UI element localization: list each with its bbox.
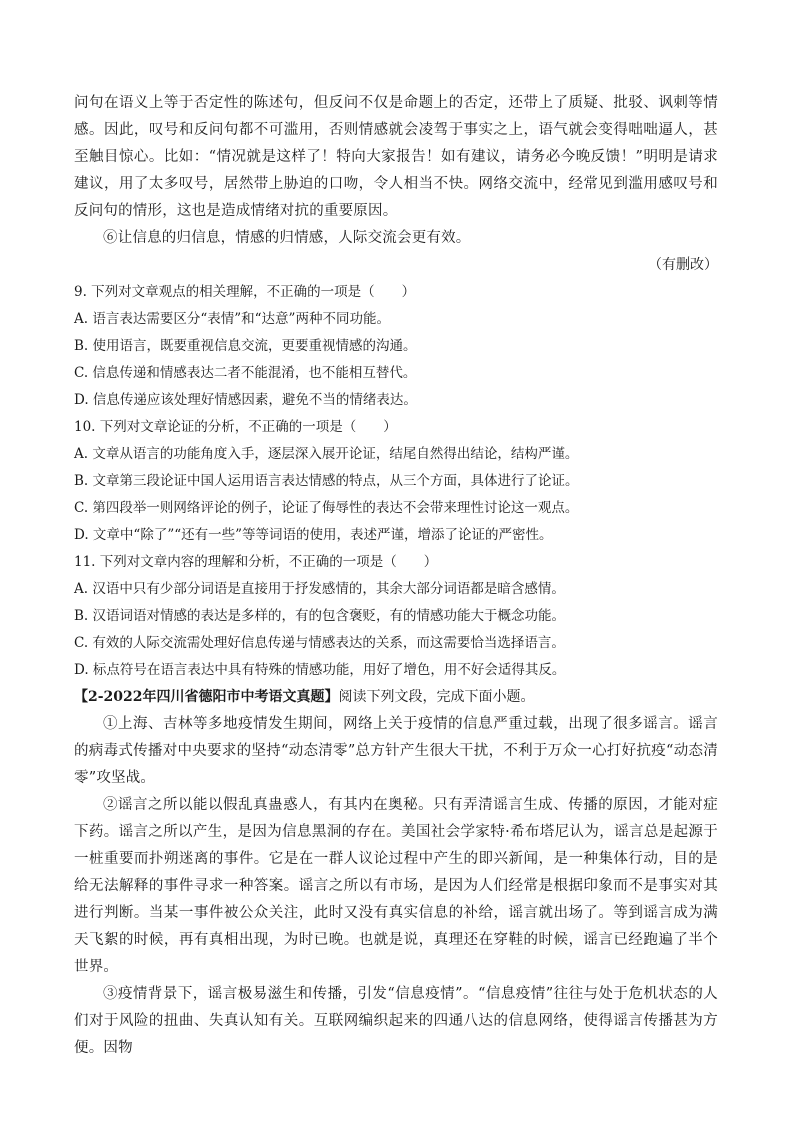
passage2-paragraph-2: ②谣言之所以能以假乱真蛊惑人，有其内在奥秘。只有弄清谣言生成、传播的原因，才能对症下药。谣言之所以产生，是因为信息黑洞的存在。美国社会学家特·希布塔尼认为，谣言总是起源于一桩重要而扑朔迷离的事件。它是在一群人议论过程中产生的即兴新闻，是一种集体行动，目的是给无法解释的事件寻求一种答案。谣言之所以有市场，是因为人们经常是根据印象而不是事实对其进行判断。当某一事件被公众关注，此时又没有真实信息的补给，谣言就出场了。等到谣言成为满天飞絮的时候，再有真相出现，为时已晚。也就是说，真理还在穿鞋的时候，谣言已经跑遍了半个世界。 [74, 797, 718, 975]
option-b: B. 汉语词语对情感的表达是多样的，有的包含褒贬，有的情感功能大于概念功能。 [74, 608, 566, 624]
source-note: （有删改） [648, 257, 718, 273]
question-10 [74, 414, 718, 549]
option-a: A. 汉语中只有少部分词语是直接用于抒发感情的，其余大部分词语都是暗含感情。 [74, 581, 565, 597]
option-b: B. 使用语言，既要重视信息交流，更要重视情感的沟通。 [74, 338, 417, 354]
question-stem: 10. 下列对文章论证的分析，不正确的一项是（ ） [74, 419, 397, 435]
option-d: D. 标点符号在语言表达中具有特殊的情感功能，用好了增色，用不好会适得其反。 [74, 662, 566, 678]
option-a: A. 语言表达需要区分“表情”和“达意”两种不同功能。 [74, 311, 390, 327]
passage-paragraph-continued: 问句在语义上等于否定性的陈述句，但反问不仅是命题上的否定，还带上了质疑、批驳、讽刺等情感。因此，叹号和反问句都不可滥用，否则情感就会凌驾于事实之上，语气就会变得咄咄逼人，甚至触目惊心。比如：“情况就是这样了！特向大家报告！如有建议，请务必今晚反馈！”明明是请求建议，用了太多叹号，居然带上胁迫的口吻，令人相当不快。网络交流中，经常见到滥用感叹号和反问句的情形，这也是造成情绪对抗的重要原因。 [74, 95, 718, 219]
question-stem: 11. 下列对文章内容的理解和分析，不正确的一项是（ ） [74, 554, 438, 570]
section-instruction: 阅读下列文段，完成下面小题。 [338, 689, 535, 705]
passage-paragraph-6: ⑥让信息的归信息，情感的归情感，人际交流会更有效。 [103, 230, 471, 246]
option-c: C. 第四段举一则网络评论的例子，论证了侮辱性的表达不会带来理性讨论这一观点。 [74, 500, 579, 516]
option-d: D. 文章中“除了”“还有一些”等等词语的使用，表述严谨，增添了论证的严密性。 [74, 527, 553, 543]
option-c: C. 有效的人际交流需处理好信息传递与情感表达的关系，而这需要恰当选择语言。 [74, 635, 565, 651]
option-a: A. 文章从语言的功能角度入手，逐层深入展开论证，结尾自然得出结论，结构严谨。 [74, 446, 579, 462]
section-source-title: 【2-2022年四川省德阳市中考语文真题】 [74, 689, 339, 705]
question-9 [74, 279, 718, 414]
document-body [74, 90, 718, 1062]
option-d: D. 信息传递应该处理好情感因素，避免不当的情绪表达。 [74, 392, 417, 408]
passage2-paragraph-3: ③疫情背景下，谣言极易滋生和传播，引发“信息疫情”。“信息疫情”往往与处于危机状态的人们对于风险的扭曲、失真认知有关。互联网编织起来的四通八达的信息网络，使得谣言传播甚为方便。因物 [74, 986, 718, 1056]
section-heading [74, 684, 718, 711]
passage2-paragraph-1: ①上海、吉林等多地疫情发生期间，网络上关于疫情的信息严重过载，出现了很多谣言。谣言的病毒式传播对中央要求的坚持“动态清零”总方针产生很大干扰，不利于万众一心打好抗疫“动态清零”攻坚战。 [74, 716, 718, 786]
question-11 [74, 549, 718, 684]
option-c: C. 信息传递和情感表达二者不能混淆，也不能相互替代。 [74, 365, 417, 381]
option-b: B. 文章第三段论证中国人运用语言表达情感的特点，从三个方面，具体进行了论证。 [74, 473, 579, 489]
question-stem: 9. 下列对文章观点的相关理解，不正确的一项是（ ） [74, 284, 416, 300]
